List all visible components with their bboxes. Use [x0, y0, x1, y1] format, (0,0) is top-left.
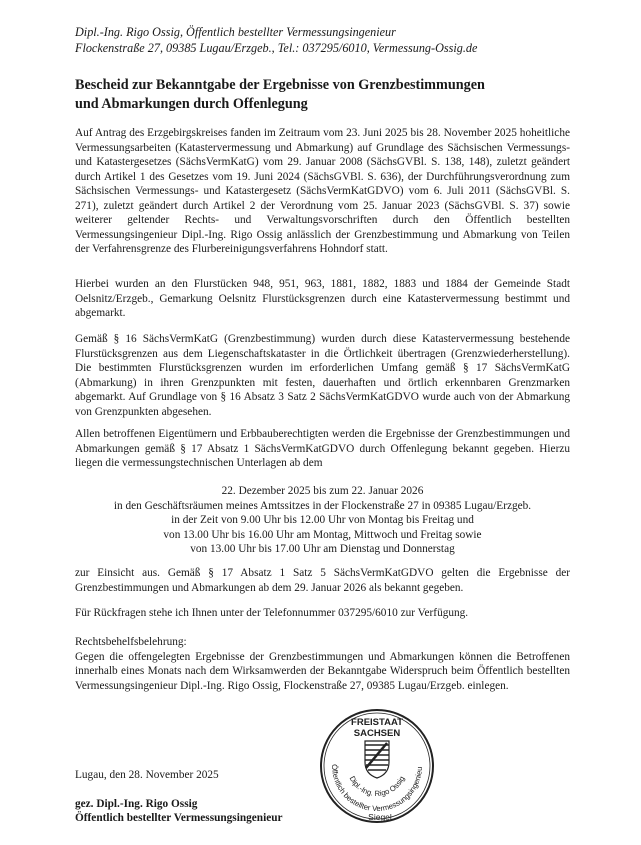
inspection-hours-1: in der Zeit von 9.00 Uhr bis 12.00 Uhr von Montag bis Freitag und	[171, 514, 474, 526]
place-and-date: Lugau, den 28. November 2025	[75, 769, 219, 781]
seal-ring-text: Öffentlich bestellter Vermessungsingenieu	[329, 764, 425, 814]
seal-freistaat-text: FREISTAAT	[351, 717, 403, 728]
paragraph-effective-date	[75, 566, 570, 595]
paragraph-boundary-determination	[75, 332, 570, 419]
paragraph-text: Hierbei wurden an den Flurstücken 948, 951, 963, 1881, 1882, 1883 und 1884 der Gemeinde Stadt Oelsnitz/Erzgeb., Gemarkung Oelsnitz Flurstücksgrenzen durch eine Katastervermessung bestimmt und abgemarkt.	[75, 278, 570, 319]
signature-block	[75, 798, 283, 825]
signer-name: gez. Dipl.-Ing. Rigo Ossig	[75, 798, 198, 810]
official-seal	[315, 706, 440, 826]
inspection-period-block	[75, 484, 570, 557]
document-title	[75, 76, 575, 114]
inspection-hours-3: von 13.00 Uhr bis 17.00 Uhr am Dienstag und Donnerstag	[190, 543, 455, 555]
seal-caption: Siegel	[368, 812, 392, 822]
inspection-location: in den Geschäftsräumen meines Amtssitzes in der Flockenstraße 27 in 09385 Lugau/Erzgeb.	[113, 499, 532, 512]
paragraph-parcels	[75, 277, 570, 321]
paragraph-application	[75, 126, 570, 257]
paragraph-disclosure	[75, 427, 570, 471]
letterhead-name-line: Dipl.-Ing. Rigo Ossig, Öffentlich bestellter Vermessungsingenieur	[75, 25, 396, 39]
legal-remedy-heading: Rechtsbehelfsbelehrung:	[75, 636, 187, 648]
paragraph-text: Auf Antrag des Erzgebirgskreises fanden im Zeitraum vom 23. Juni 2025 bis 28. November 2025 hoheitliche Vermessungsarbeiten (Katastervermessung und Abmarkung) auf Grundlage des Sächsischen Vermessungs- und Katastergesetzes (SächsVermKatG) vom 29. Januar 2008 (SächsGVBl. S. 138, 148), zuletzt geändert durch Artikel 1 des Gesetzes vom 19. Juni 2024 (SächsGVBl. S. 636), der Durchführungsverordnung zum Sächsischen Vermessungs- und Katastergesetz (SächsVermKatGDVO) vom 6. Juli 2011 (SächsGVBl. S. 271), zuletzt geändert durch Artikel 2 der Verordnung vom 25. Januar 2023 (SächsGVBl. S. 37) sowie weiterer geltender Rechts- und Verwaltungsvorschriften durch den Öffentlich bestellten Vermessungsingenieur Dipl.-Ing. Rigo Ossig anlässlich der Grenzbestimmung und Abmarkung von Teilen der Verfahrensgrenze des Flurbereinigungsverfahrens Hohndorf statt.	[75, 127, 570, 255]
seal-inner-text: Dipl.-Ing. Rigo Ossig	[347, 774, 407, 799]
title-line-2: und Abmarkungen durch Offenlegung	[75, 96, 308, 112]
coat-of-arms-icon	[365, 741, 389, 778]
legal-remedy-section	[75, 635, 570, 693]
paragraph-contact	[75, 606, 570, 621]
paragraph-text: Für Rückfragen stehe ich Ihnen unter der Telefonnummer 037295/6010 zur Verfügung.	[75, 607, 469, 619]
inspection-hours-2: von 13.00 Uhr bis 16.00 Uhr am Montag, Mittwoch und Freitag sowie	[163, 528, 482, 541]
title-line-1: Bescheid zur Bekanntgabe der Ergebnisse von Grenzbestimmungen	[75, 77, 485, 93]
signer-title: Öffentlich bestellter Vermessungsingenieur	[75, 811, 283, 824]
inspection-date-range: 22. Dezember 2025 bis zum 22. Januar 2026	[221, 485, 424, 497]
letterhead	[75, 24, 575, 56]
paragraph-text: Allen betroffenen Eigentümern und Erbbauberechtigten werden die Ergebnisse der Grenzbestimmungen und Abmarkungen gemäß § 17 Absatz 1 SächsVermKatGDVO durch Offenlegung bekannt gegeben. Hierzu liegen die vermessungstechnischen Unterlagen ab dem	[75, 428, 570, 469]
seal-sachsen-text: SACHSEN	[353, 728, 401, 739]
paragraph-text: Gemäß § 16 SächsVermKatG (Grenzbestimmung) wurden durch diese Katastervermessung bestehende Flurstücksgrenzen aus dem Liegenschaftskataster in die Örtlichkeit übertragen (Grenzwiederherstellung). Die bestimmten Flurstücksgrenzen wurden im erforderlichen Umfang gemäß § 17 SächsVermKatG (Abmarkung) in ihren Grenzpunkten mit festen, dauerhaften und örtlich erkennbaren Grenzmarken abgemarkt. Auf Grundlage von § 16 Absatz 3 Satz 2 SächsVermKatGDVO wurde auch von der Abmarkung von Grenzpunkten abgesehen.	[75, 333, 570, 418]
legal-remedy-text: Gegen die offengelegten Ergebnisse der Grenzbestimmungen und Abmarkungen können die Betroffenen innerhalb eines Monats nach dem Wirksamwerden der Bekanntgabe Widerspruch beim Öffentlich bestellten Vermessungsingenieur Dipl.-Ing. Rigo Ossig, Flockenstraße 27, 09385 Lugau/Erzgeb. einlegen.	[75, 650, 570, 692]
paragraph-text: zur Einsicht aus. Gemäß § 17 Absatz 1 Satz 5 SächsVermKatGDVO gelten die Ergebnisse der Grenzbestimmungen und Abmarkungen ab dem 29. Januar 2026 als bekannt gegeben.	[75, 567, 570, 594]
letterhead-address-line: Flockenstraße 27, 09385 Lugau/Erzgeb., Tel.: 037295/6010, Vermessung-Ossig.de	[75, 41, 478, 55]
